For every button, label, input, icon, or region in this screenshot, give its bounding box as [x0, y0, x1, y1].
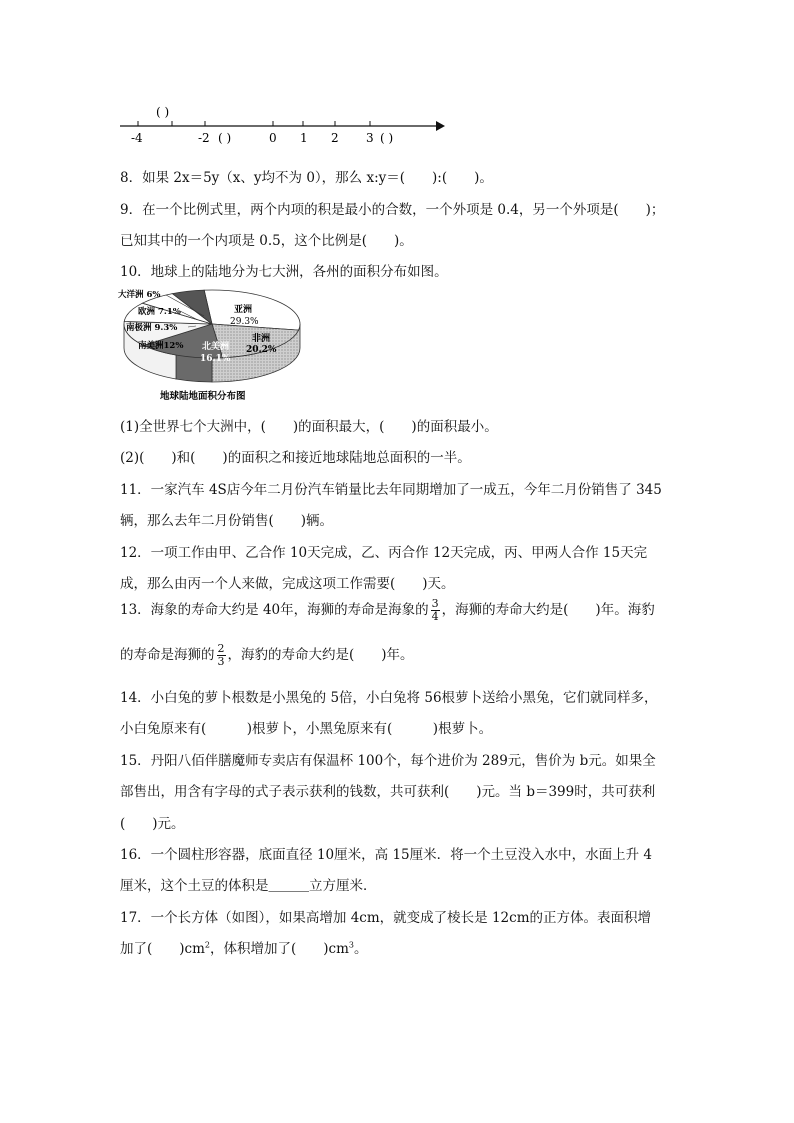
land-area-pie-chart	[116, 286, 312, 402]
slice-label-africa: 非洲	[252, 334, 271, 344]
question-15-line3: ( )元。	[120, 816, 185, 832]
superscript-2: 2	[204, 940, 210, 950]
slice-callout-europe: 欧洲 7.1%	[138, 307, 181, 317]
number-line	[118, 100, 448, 146]
q17-text-c: 。	[354, 941, 368, 957]
tick-label: 2	[331, 131, 339, 145]
blank-below: ( )	[380, 131, 394, 145]
question-12-line1: 12．一项工作由甲、乙合作 10天完成，乙、丙合作 12天完成，丙、甲两人合作 15天完	[120, 545, 648, 561]
q13-text-c: 的寿命是海狮的	[120, 647, 215, 663]
slice-callout-oceania: 大洋洲 6%	[118, 290, 161, 300]
q17-text-b: ，体积增加了( )cm	[210, 941, 349, 957]
question-12-line2: 成，那么由丙一个人来做，完成这项工作需要( )天。	[120, 576, 455, 592]
question-17-line2	[120, 937, 368, 957]
question-14-line1: 14．小白兔的萝卜根数是小黑兔的 5倍，小白兔将 56根萝卜送给小黑兔，它们就同样多，	[120, 690, 658, 706]
q13-text-d: ，海豹的寿命大约是( )年。	[227, 647, 414, 663]
tick-label: 1	[300, 131, 308, 145]
slice-value-africa: 20.2%	[246, 345, 277, 355]
question-13-line1	[120, 598, 655, 623]
q13-text-a: 13．海象的寿命大约是 40年，海狮的寿命是海象的	[120, 602, 429, 618]
blank-above: ( )	[156, 105, 170, 119]
question-17-line1: 17．一个长方体（如图），如果高增加 4cm，就变成了棱长是 12cm的正方体。表面积增	[120, 910, 652, 926]
question-11-line1: 11．一家汽车 4S店今年二月份汽车销量比去年同期增加了一成五，今年二月份销售了 345	[120, 482, 662, 498]
slice-label-asia: 亚洲	[234, 305, 253, 315]
q17-text-a: 加了( )cm	[120, 941, 205, 957]
fraction-two-thirds: $\frac{2}{3}$	[217, 642, 225, 668]
question-15-line1: 15．丹阳八佰伴膳魔师专卖店有保温杯 100个，每个进价为 289元，售价为 b元。如果全	[120, 753, 656, 769]
tick-label: 0	[269, 131, 277, 145]
slice-callout-south-america: 南美洲12%	[138, 341, 184, 351]
tick-label: -2	[198, 131, 210, 145]
slice-callout-antarctica: 南极洲 9.3%	[126, 323, 178, 333]
question-15-line2: 部售出，用含有字母的式子表示获利的钱数，共可获利( )元。当 b＝399时，共可获利	[120, 784, 656, 800]
superscript-3: 3	[348, 940, 354, 950]
question-16-line2: 厘米，这个土豆的体积是＿＿＿立方厘米．	[120, 878, 377, 894]
question-10-sub2: (2)( )和( )的面积之和接近地球陆地总面积的一半。	[120, 450, 471, 466]
q13-text-b: ，海狮的寿命大约是( )年。海豹	[441, 602, 655, 618]
tick-label: 3	[366, 131, 374, 145]
question-14-line2: 小白兔原来有( )根萝卜，小黑兔原来有( )根萝卜。	[120, 721, 493, 737]
question-16-line1: 16．一个圆柱形容器，底面直径 10厘米，高 15厘米．将一个土豆没入水中，水面上升 4	[120, 847, 652, 863]
question-8: 8．如果 2x＝5y（x、y均不为 0），那么 x:y＝( ):( )。	[120, 170, 493, 186]
slice-value-north-america: 16.1%	[200, 354, 231, 364]
question-9-line2: 已知其中的一个内项是 0.5，这个比例是( )。	[120, 233, 413, 249]
question-10-sub1: (1)全世界七个大洲中，( )的面积最大，( )的面积最小。	[120, 419, 498, 435]
question-9-line1: 9．在一个比例式里，两个内项的积是最小的合数，一个外项是 0.4，另一个外项是( )；	[120, 202, 665, 218]
question-10-intro: 10．地球上的陆地分为七大洲，各州的面积分布如图。	[120, 264, 448, 280]
slice-label-north-america: 北美洲	[202, 342, 230, 352]
blank-below: ( )	[218, 131, 232, 145]
question-13-line2	[120, 643, 414, 668]
chart-title: 地球陆地面积分布图	[160, 391, 246, 402]
question-11-line2: 辆，那么去年二月份销售( )辆。	[120, 513, 334, 529]
fraction-three-quarters: $\frac{3}{4}$	[431, 597, 439, 623]
slice-value-asia: 29.3%	[230, 317, 259, 327]
tick-label: -4	[131, 131, 143, 145]
